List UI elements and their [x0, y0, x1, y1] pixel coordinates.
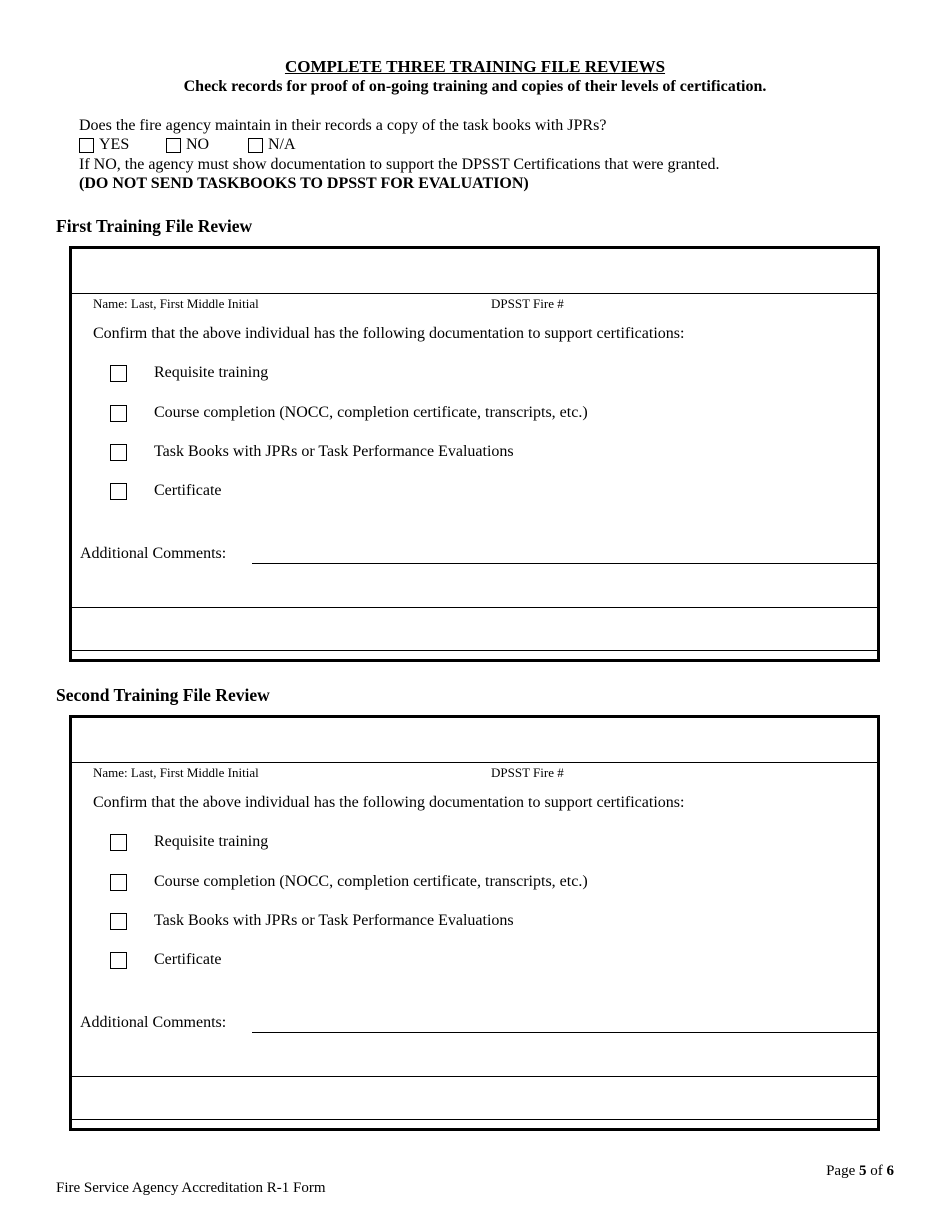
page-subtitle: Check records for proof of on-going training and copies of their levels of certification.	[183, 78, 767, 95]
name-line	[72, 762, 877, 763]
item-task-books[interactable]	[110, 443, 514, 461]
dpsst-label: DPSST Fire #	[491, 296, 564, 311]
course-completion-checkbox[interactable]	[110, 874, 127, 891]
item-label: Requisite training	[154, 364, 269, 381]
option-yes[interactable]	[79, 136, 129, 154]
first-review-heading: First Training File Review	[56, 216, 253, 236]
item-label: Course completion (NOCC, completion certificate, transcripts, etc.)	[154, 873, 588, 890]
of-word: of	[870, 1163, 883, 1179]
page-total: 6	[886, 1163, 894, 1179]
item-label: Task Books with JPRs or Task Performance Evaluations	[154, 443, 514, 460]
item-task-books[interactable]	[110, 912, 514, 930]
item-label: Task Books with JPRs or Task Performance Evaluations	[154, 912, 514, 929]
requisite-training-checkbox[interactable]	[110, 365, 127, 382]
certificate-checkbox[interactable]	[110, 952, 127, 969]
comments-label: Additional Comments:	[80, 545, 227, 562]
first-review-box	[69, 246, 880, 662]
page-word: Page	[826, 1163, 856, 1179]
second-review-box	[69, 715, 880, 1131]
name-label: Name: Last, First Middle Initial	[93, 765, 259, 780]
item-requisite-training[interactable]	[110, 364, 268, 382]
item-certificate[interactable]	[110, 951, 222, 969]
comments-line-1[interactable]	[252, 1032, 877, 1033]
item-label: Course completion (NOCC, completion certificate, transcripts, etc.)	[154, 404, 588, 421]
comments-label: Additional Comments:	[80, 1014, 227, 1031]
form-name: Fire Service Agency Accreditation R-1 Form	[56, 1180, 326, 1196]
comments-line-3[interactable]	[72, 1119, 877, 1120]
no-label: NO	[186, 136, 210, 153]
requisite-training-checkbox[interactable]	[110, 834, 127, 851]
second-review-heading: Second Training File Review	[56, 685, 270, 705]
na-checkbox[interactable]	[248, 138, 263, 153]
item-certificate[interactable]	[110, 482, 222, 500]
page-title: COMPLETE THREE TRAINING FILE REVIEWS	[284, 57, 666, 76]
comments-line-1[interactable]	[252, 563, 877, 564]
task-books-checkbox[interactable]	[110, 913, 127, 930]
task-books-checkbox[interactable]	[110, 444, 127, 461]
dpsst-label: DPSST Fire #	[491, 765, 564, 780]
course-completion-checkbox[interactable]	[110, 405, 127, 422]
yes-label: YES	[99, 136, 130, 153]
yes-checkbox[interactable]	[79, 138, 94, 153]
warning-text: (DO NOT SEND TASKBOOKS TO DPSST FOR EVALUATION)	[79, 175, 529, 192]
item-requisite-training[interactable]	[110, 833, 268, 851]
taskbook-question: Does the fire agency maintain in their records a copy of the task books with JPRs?	[79, 117, 607, 134]
name-line	[72, 293, 877, 294]
item-label: Certificate	[154, 951, 222, 968]
name-label: Name: Last, First Middle Initial	[93, 296, 259, 311]
if-no-instruction: If NO, the agency must show documentation to support the DPSST Certifications that were granted.	[79, 156, 720, 173]
comments-line-2[interactable]	[72, 1076, 877, 1077]
page-number	[826, 1163, 894, 1180]
confirm-text: Confirm that the above individual has the following documentation to support certifications:	[93, 794, 685, 811]
no-checkbox[interactable]	[166, 138, 181, 153]
comments-line-2[interactable]	[72, 607, 877, 608]
item-label: Certificate	[154, 482, 222, 499]
item-label: Requisite training	[154, 833, 269, 850]
option-no[interactable]	[166, 136, 209, 154]
option-na[interactable]	[248, 136, 296, 154]
comments-line-3[interactable]	[72, 650, 877, 651]
item-course-completion[interactable]	[110, 873, 588, 891]
page-current: 5	[859, 1163, 867, 1179]
confirm-text: Confirm that the above individual has the following documentation to support certifications:	[93, 325, 685, 342]
item-course-completion[interactable]	[110, 404, 588, 422]
na-label: N/A	[268, 136, 296, 153]
certificate-checkbox[interactable]	[110, 483, 127, 500]
